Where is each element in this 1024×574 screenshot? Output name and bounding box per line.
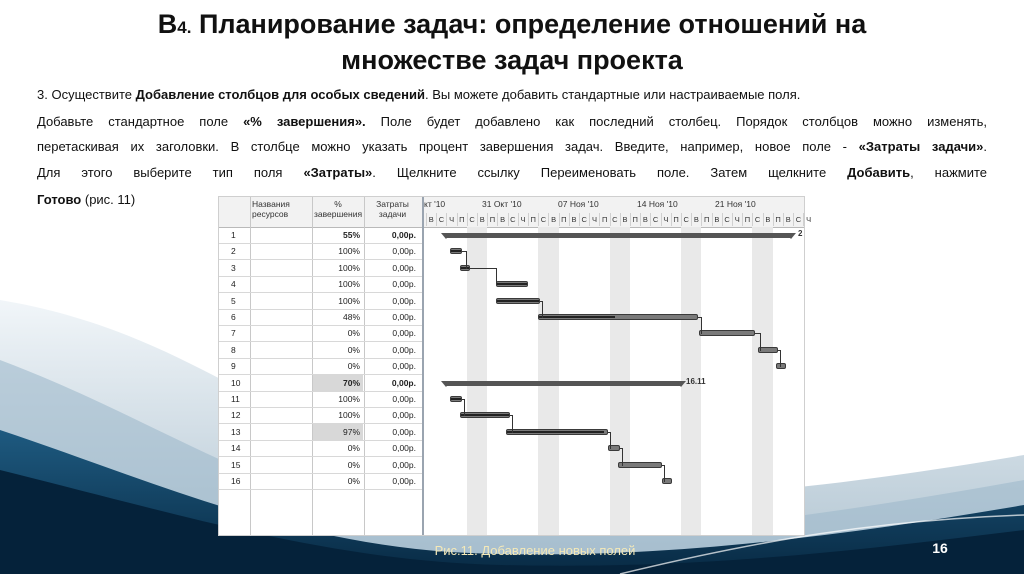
task-table	[219, 197, 424, 535]
paragraph-line-4	[37, 160, 987, 185]
table-row[interactable]	[219, 407, 422, 424]
link-line	[462, 399, 465, 416]
percent-complete-cell[interactable]: 0%	[347, 443, 360, 454]
text-segment: Для этого выберите тип поля	[37, 165, 304, 180]
timescale-day-label: П	[671, 213, 681, 226]
column-header-resource-names[interactable]	[252, 199, 310, 219]
task-cost-cell[interactable]: 0,00р.	[392, 443, 416, 454]
task-bar[interactable]	[699, 330, 755, 336]
row-id: 10	[231, 377, 241, 388]
task-cost-cell[interactable]: 0,00р.	[392, 262, 416, 273]
table-row[interactable]	[219, 440, 422, 457]
table-row[interactable]	[219, 342, 422, 359]
timescale-day-label: В	[763, 213, 773, 226]
timescale-day-label: П	[742, 213, 752, 226]
timescale-day-label: Ч	[589, 213, 599, 226]
link-line	[620, 448, 623, 465]
progress-fill	[539, 316, 615, 318]
task-cost-cell[interactable]: 0,00р.	[392, 312, 416, 322]
row-id: 16	[231, 476, 241, 486]
timescale-day-label: П	[457, 213, 467, 226]
link-line	[662, 465, 665, 482]
row-id: 15	[231, 459, 241, 470]
timescale-day-label: В	[569, 213, 579, 226]
task-cost-cell[interactable]: 0,00р.	[392, 344, 416, 355]
link-line	[540, 301, 543, 318]
link-line	[778, 350, 781, 367]
timescale-day-label: С	[650, 213, 660, 226]
timescale-day-label: В	[712, 213, 722, 226]
progress-fill	[461, 414, 509, 416]
summary-bar[interactable]	[446, 381, 681, 386]
timescale-day-label: С	[538, 213, 548, 226]
timescale-week-label: 07 Ноя '10	[558, 199, 599, 209]
timescale-day-label: П	[630, 213, 640, 226]
timescale-day-label: С	[508, 213, 518, 226]
gantt-chart	[424, 197, 812, 535]
task-cost-cell[interactable]: 0,00р.	[392, 328, 416, 339]
task-cost-cell[interactable]: 0,00р.	[392, 279, 416, 290]
timescale-week-label: 14 Ноя '10	[637, 199, 678, 209]
timescale-day-label: С	[436, 213, 446, 226]
percent-complete-cell[interactable]: 0%	[347, 344, 360, 355]
link-line	[755, 333, 761, 350]
weekend-shading	[752, 227, 772, 535]
table-row[interactable]	[219, 243, 422, 260]
summary-date-label[interactable]: 2	[798, 229, 803, 238]
timescale-day-label: С	[793, 213, 803, 226]
percent-complete-cell[interactable]: 100%	[338, 295, 360, 306]
percent-complete-cell[interactable]: 48%	[342, 312, 360, 322]
timescale-day-label: П	[599, 213, 609, 226]
table-row[interactable]	[219, 293, 422, 310]
row-id: 9	[231, 361, 236, 372]
text-segment: 3. Осуществите	[37, 87, 136, 102]
text-bold: «Затраты задачи»	[858, 139, 984, 154]
column-header-task-cost[interactable]	[365, 199, 420, 219]
table-row[interactable]	[219, 391, 422, 408]
row-id: 11	[231, 394, 240, 404]
text-segment: .	[983, 139, 987, 154]
summary-start-marker[interactable]	[441, 233, 451, 239]
timescale-day-label: П	[487, 213, 497, 226]
timescale-day-label: С	[579, 213, 589, 226]
timescale-header	[424, 197, 812, 228]
table-row[interactable]	[219, 457, 422, 474]
summary-date-label[interactable]: 16.11	[686, 376, 706, 386]
percent-complete-cell[interactable]: 0%	[347, 361, 360, 372]
timescale-day-label: В	[477, 213, 487, 226]
timescale-day-label: П	[559, 213, 569, 226]
timescale-day-label: С	[610, 213, 620, 226]
percent-complete-cell[interactable]: 100%	[338, 262, 360, 273]
paragraph-step-3	[37, 82, 987, 107]
task-cost-cell[interactable]: 0,00р.	[392, 410, 416, 421]
percent-complete-cell[interactable]: 55%	[342, 230, 360, 240]
header-text: %	[334, 199, 342, 209]
page-number: 16	[932, 540, 948, 556]
progress-fill	[451, 398, 461, 400]
task-cost-cell[interactable]: 0,00р.	[392, 476, 416, 486]
row-id: 5	[231, 295, 236, 306]
table-row[interactable]	[219, 260, 422, 277]
task-bar[interactable]	[538, 314, 698, 320]
task-cost-cell[interactable]: 0,00р.	[392, 394, 416, 404]
percent-complete-cell[interactable]: 70%	[313, 375, 363, 391]
task-bar[interactable]	[460, 412, 510, 418]
text-bold: Добавление столбцов для особых сведений	[135, 87, 425, 102]
table-row[interactable]	[219, 424, 422, 441]
table-row[interactable]	[219, 309, 422, 326]
text-segment: (рис. 11)	[81, 192, 136, 207]
link-line	[470, 268, 497, 285]
percent-complete-cell[interactable]: 100%	[338, 410, 360, 421]
task-cost-cell[interactable]: 0,00р.	[392, 295, 416, 306]
header-text: задачи	[378, 209, 407, 219]
task-cost-cell[interactable]: 0,00р.	[392, 459, 416, 470]
table-row[interactable]	[219, 358, 422, 375]
progress-fill	[507, 431, 604, 433]
task-bar[interactable]	[450, 396, 462, 402]
timescale-week-label: 21 Ноя '10	[715, 199, 756, 209]
link-line	[608, 432, 611, 449]
link-line	[698, 317, 702, 334]
header-text: ресурсов	[252, 209, 289, 219]
timescale-day-label: Ч	[446, 213, 456, 226]
header-text: Названия	[252, 199, 290, 209]
row-id: 6	[231, 312, 236, 322]
title-number: 4.	[177, 18, 192, 37]
summary-end-marker[interactable]	[786, 233, 796, 239]
timescale-day-label: В	[620, 213, 630, 226]
task-bar[interactable]	[758, 347, 778, 353]
percent-complete-cell[interactable]: 0%	[347, 328, 360, 339]
timescale-week-label: 31 Окт '10	[482, 199, 522, 209]
task-cost-cell[interactable]: 0,00р.	[392, 426, 416, 437]
row-id: 12	[231, 410, 241, 421]
header-text: завершения	[313, 209, 363, 219]
row-id: 7	[231, 328, 236, 339]
slide-title	[0, 8, 1024, 76]
timescale-day-label: В	[426, 213, 436, 226]
task-cost-cell[interactable]: 0,00р.	[391, 230, 416, 240]
timescale-day-label: П	[773, 213, 783, 226]
task-bar[interactable]	[450, 248, 462, 254]
task-bar[interactable]	[496, 298, 540, 304]
summary-end-marker[interactable]	[676, 381, 686, 387]
text-segment: , нажмите	[910, 165, 988, 180]
table-row[interactable]	[219, 473, 422, 490]
timescale-day-label: В	[691, 213, 701, 226]
timescale-day-label: Ч	[661, 213, 671, 226]
progress-fill	[451, 250, 461, 252]
summary-start-marker[interactable]	[441, 381, 451, 387]
timescale-day-label: В	[640, 213, 650, 226]
text-segment: Поле будет добавлено как последний столбец. Порядок столбцов можно изменять,	[365, 114, 988, 129]
figure-caption: Рис.11. Добавление новых полей	[434, 543, 636, 558]
timescale-day-label: С	[752, 213, 762, 226]
text-segment: Добавьте стандартное поле	[37, 114, 244, 129]
row-id: 14	[231, 443, 241, 454]
text-bold: «% завершения».	[243, 114, 366, 129]
link-line	[462, 251, 467, 268]
timescale-day-label: С	[467, 213, 477, 226]
progress-fill	[497, 300, 539, 302]
paragraph-line-2	[37, 109, 987, 134]
text-segment: . Вы можете добавить стандартные или настраиваемые поля.	[424, 87, 801, 102]
timescale-day-label: С	[681, 213, 691, 226]
task-cost-cell[interactable]: 0,00р.	[392, 361, 416, 372]
link-line	[510, 415, 513, 432]
timescale-day-label: В	[497, 213, 507, 226]
task-bar[interactable]	[618, 462, 662, 468]
title-line-1: Планирование задач: определение отношений на	[198, 9, 867, 39]
project-screenshot	[218, 196, 812, 536]
title-line-2: множестве задач проекта	[341, 45, 683, 75]
timescale-day-label: В	[783, 213, 793, 226]
progress-fill	[497, 283, 527, 285]
column-header-percent-complete[interactable]	[313, 199, 363, 219]
text-bold: Готово	[37, 192, 82, 207]
table-row[interactable]	[219, 325, 422, 342]
row-id: 8	[231, 344, 236, 355]
percent-complete-cell[interactable]: 0%	[347, 476, 360, 486]
timescale-day-label: П	[528, 213, 538, 226]
task-cost-cell[interactable]: 0,00р.	[392, 246, 416, 257]
table-row[interactable]	[219, 276, 422, 293]
percent-complete-cell[interactable]: 0%	[347, 459, 360, 470]
text-segment: . Щелкните ссылку Переименовать поле. Затем щелкните	[372, 165, 848, 180]
text-segment: перетаскивая их заголовки. В столбце можно указать процент завершения задач. Введите, например, новое поле -	[37, 139, 859, 154]
task-cost-cell[interactable]: 0,00р.	[391, 377, 416, 388]
row-id: 4	[231, 279, 236, 290]
table-row[interactable]	[219, 227, 422, 244]
text-bold: Добавить	[847, 165, 911, 180]
percent-complete-cell[interactable]: 100%	[338, 394, 360, 404]
task-bar[interactable]	[496, 281, 528, 287]
timescale-week-label: кт '10	[424, 199, 446, 209]
timescale-day-label: Ч	[732, 213, 742, 226]
task-bar[interactable]	[506, 429, 608, 435]
percent-complete-cell[interactable]: 100%	[338, 246, 360, 257]
row-id: 13	[231, 426, 241, 437]
timescale-day-label: Ч	[803, 213, 813, 226]
paragraph-line-3	[37, 134, 987, 159]
row-id: 1	[231, 230, 236, 240]
percent-complete-cell[interactable]: 97%	[313, 424, 363, 440]
text-bold: «Затраты»	[303, 165, 373, 180]
header-text: Затраты	[376, 199, 409, 209]
timescale-day-label: Ч	[518, 213, 528, 226]
table-row[interactable]	[219, 375, 422, 392]
timescale-day-label: В	[548, 213, 558, 226]
row-id: 2	[231, 246, 236, 257]
timescale-day-label: П	[701, 213, 711, 226]
percent-complete-cell[interactable]: 100%	[338, 279, 360, 290]
timescale-day-label: С	[722, 213, 732, 226]
title-prefix: В	[157, 9, 178, 39]
summary-bar[interactable]	[446, 233, 791, 238]
row-id: 3	[231, 262, 236, 273]
